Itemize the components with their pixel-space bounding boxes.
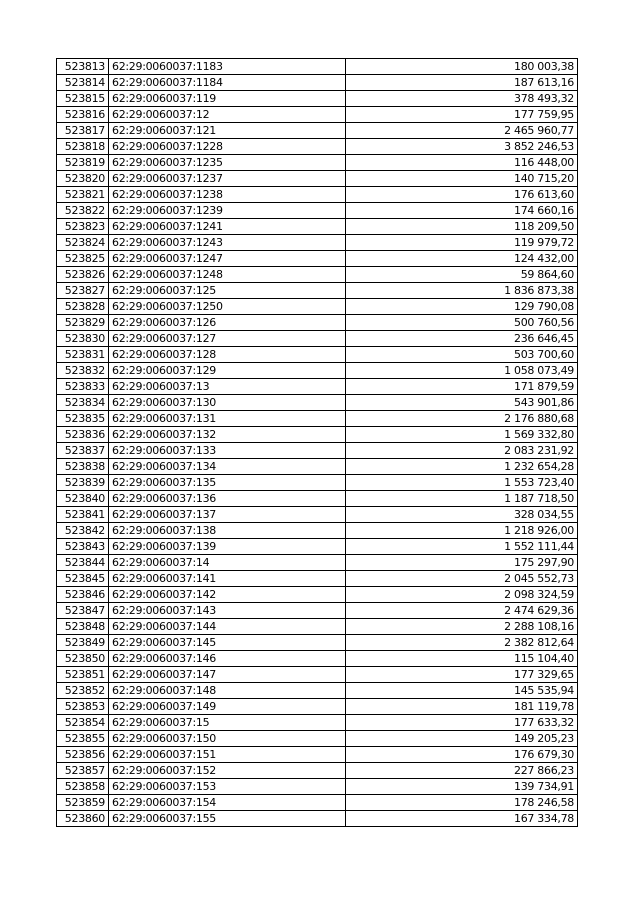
table-row [57, 123, 578, 139]
cadastral-number-cell: 62:29:0060037:126 [109, 315, 346, 331]
cadastral-value-cell: 59 864,60 [346, 267, 578, 283]
row-number-cell: 523847 [57, 603, 109, 619]
row-number-cell: 523858 [57, 779, 109, 795]
cadastral-value-cell: 116 448,00 [346, 155, 578, 171]
cadastral-value-cell: 175 297,90 [346, 555, 578, 571]
cadastral-number-cell: 62:29:0060037:1250 [109, 299, 346, 315]
cadastral-value-cell: 227 866,23 [346, 763, 578, 779]
row-number-cell: 523815 [57, 91, 109, 107]
table-row [57, 155, 578, 171]
row-number-cell: 523816 [57, 107, 109, 123]
cadastral-value-cell: 176 613,60 [346, 187, 578, 203]
cadastral-number-cell: 62:29:0060037:134 [109, 459, 346, 475]
table-row [57, 763, 578, 779]
table-row [57, 411, 578, 427]
row-number-cell: 523826 [57, 267, 109, 283]
cadastral-value-cell: 503 700,60 [346, 347, 578, 363]
cadastral-value-cell: 2 098 324,59 [346, 587, 578, 603]
cadastral-number-cell: 62:29:0060037:148 [109, 683, 346, 699]
cadastral-value-cell: 178 246,58 [346, 795, 578, 811]
table-row [57, 363, 578, 379]
cadastral-value-cell: 2 083 231,92 [346, 443, 578, 459]
row-number-cell: 523819 [57, 155, 109, 171]
cadastral-number-cell: 62:29:0060037:1239 [109, 203, 346, 219]
row-number-cell: 523813 [57, 59, 109, 75]
cadastral-value-cell: 174 660,16 [346, 203, 578, 219]
table-row [57, 667, 578, 683]
cadastral-number-cell: 62:29:0060037:1237 [109, 171, 346, 187]
table-row [57, 203, 578, 219]
cadastral-number-cell: 62:29:0060037:130 [109, 395, 346, 411]
row-number-cell: 523860 [57, 811, 109, 827]
cadastral-value-cell: 378 493,32 [346, 91, 578, 107]
cadastral-value-cell: 2 474 629,36 [346, 603, 578, 619]
cadastral-number-cell: 62:29:0060037:1183 [109, 59, 346, 75]
row-number-cell: 523817 [57, 123, 109, 139]
cadastral-value-cell: 115 104,40 [346, 651, 578, 667]
table-row [57, 459, 578, 475]
table-row [57, 331, 578, 347]
row-number-cell: 523848 [57, 619, 109, 635]
cadastral-value-cell: 1 552 111,44 [346, 539, 578, 555]
cadastral-number-cell: 62:29:0060037:1238 [109, 187, 346, 203]
row-number-cell: 523840 [57, 491, 109, 507]
row-number-cell: 523859 [57, 795, 109, 811]
cadastral-value-cell: 2 045 552,73 [346, 571, 578, 587]
row-number-cell: 523835 [57, 411, 109, 427]
cadastral-number-cell: 62:29:0060037:142 [109, 587, 346, 603]
table-row [57, 219, 578, 235]
row-number-cell: 523824 [57, 235, 109, 251]
table-row [57, 699, 578, 715]
row-number-cell: 523844 [57, 555, 109, 571]
row-number-cell: 523846 [57, 587, 109, 603]
row-number-cell: 523845 [57, 571, 109, 587]
table-row [57, 347, 578, 363]
table-row [57, 299, 578, 315]
cadastral-value-cell: 1 836 873,38 [346, 283, 578, 299]
cadastral-number-cell: 62:29:0060037:14 [109, 555, 346, 571]
row-number-cell: 523849 [57, 635, 109, 651]
cadastral-number-cell: 62:29:0060037:135 [109, 475, 346, 491]
row-number-cell: 523842 [57, 523, 109, 539]
cadastral-number-cell: 62:29:0060037:153 [109, 779, 346, 795]
table-row [57, 507, 578, 523]
cadastral-value-cell: 2 288 108,16 [346, 619, 578, 635]
cadastral-number-cell: 62:29:0060037:143 [109, 603, 346, 619]
cadastral-value-cell: 543 901,86 [346, 395, 578, 411]
cadastral-value-cell: 1 187 718,50 [346, 491, 578, 507]
cadastral-number-cell: 62:29:0060037:133 [109, 443, 346, 459]
cadastral-number-cell: 62:29:0060037:128 [109, 347, 346, 363]
cadastral-number-cell: 62:29:0060037:145 [109, 635, 346, 651]
row-number-cell: 523850 [57, 651, 109, 667]
row-number-cell: 523821 [57, 187, 109, 203]
row-number-cell: 523820 [57, 171, 109, 187]
cadastral-number-cell: 62:29:0060037:152 [109, 763, 346, 779]
cadastral-number-cell: 62:29:0060037:131 [109, 411, 346, 427]
cadastral-value-cell: 139 734,91 [346, 779, 578, 795]
table-row [57, 91, 578, 107]
row-number-cell: 523829 [57, 315, 109, 331]
row-number-cell: 523833 [57, 379, 109, 395]
cadastral-value-cell: 2 465 960,77 [346, 123, 578, 139]
row-number-cell: 523836 [57, 427, 109, 443]
table-row [57, 747, 578, 763]
cadastral-value-cell: 177 633,32 [346, 715, 578, 731]
row-number-cell: 523827 [57, 283, 109, 299]
table-row [57, 187, 578, 203]
cadastral-number-cell: 62:29:0060037:1228 [109, 139, 346, 155]
table-row [57, 251, 578, 267]
cadastral-number-cell: 62:29:0060037:1235 [109, 155, 346, 171]
cadastral-number-cell: 62:29:0060037:15 [109, 715, 346, 731]
table-row [57, 539, 578, 555]
cadastral-value-cell: 187 613,16 [346, 75, 578, 91]
cadastral-number-cell: 62:29:0060037:119 [109, 91, 346, 107]
row-number-cell: 523855 [57, 731, 109, 747]
cadastral-value-cell: 181 119,78 [346, 699, 578, 715]
table-row [57, 779, 578, 795]
table-row [57, 379, 578, 395]
table-row [57, 619, 578, 635]
cadastral-value-cell: 1 218 926,00 [346, 523, 578, 539]
cadastral-number-cell: 62:29:0060037:150 [109, 731, 346, 747]
cadastral-number-cell: 62:29:0060037:1248 [109, 267, 346, 283]
table-row [57, 171, 578, 187]
cadastral-number-cell: 62:29:0060037:139 [109, 539, 346, 555]
table-row [57, 523, 578, 539]
cadastral-number-cell: 62:29:0060037:1241 [109, 219, 346, 235]
cadastral-number-cell: 62:29:0060037:141 [109, 571, 346, 587]
table-row [57, 603, 578, 619]
row-number-cell: 523832 [57, 363, 109, 379]
table-row [57, 571, 578, 587]
row-number-cell: 523839 [57, 475, 109, 491]
cadastral-value-cell: 140 715,20 [346, 171, 578, 187]
cadastral-value-cell: 118 209,50 [346, 219, 578, 235]
cadastral-number-cell: 62:29:0060037:136 [109, 491, 346, 507]
table-row [57, 395, 578, 411]
table-row [57, 811, 578, 827]
cadastral-value-cell: 176 679,30 [346, 747, 578, 763]
cadastral-number-cell: 62:29:0060037:147 [109, 667, 346, 683]
table-row [57, 491, 578, 507]
row-number-cell: 523852 [57, 683, 109, 699]
cadastral-value-table [56, 58, 578, 827]
cadastral-number-cell: 62:29:0060037:1247 [109, 251, 346, 267]
table-row [57, 267, 578, 283]
row-number-cell: 523857 [57, 763, 109, 779]
cadastral-number-cell: 62:29:0060037:1243 [109, 235, 346, 251]
row-number-cell: 523828 [57, 299, 109, 315]
cadastral-value-cell: 171 879,59 [346, 379, 578, 395]
row-number-cell: 523830 [57, 331, 109, 347]
row-number-cell: 523838 [57, 459, 109, 475]
table-row [57, 443, 578, 459]
cadastral-number-cell: 62:29:0060037:1184 [109, 75, 346, 91]
cadastral-value-cell: 177 759,95 [346, 107, 578, 123]
cadastral-value-cell: 2 382 812,64 [346, 635, 578, 651]
cadastral-number-cell: 62:29:0060037:121 [109, 123, 346, 139]
row-number-cell: 523837 [57, 443, 109, 459]
cadastral-number-cell: 62:29:0060037:154 [109, 795, 346, 811]
cadastral-value-cell: 328 034,55 [346, 507, 578, 523]
cadastral-number-cell: 62:29:0060037:127 [109, 331, 346, 347]
cadastral-number-cell: 62:29:0060037:144 [109, 619, 346, 635]
row-number-cell: 523823 [57, 219, 109, 235]
cadastral-value-cell: 1 058 073,49 [346, 363, 578, 379]
cadastral-number-cell: 62:29:0060037:151 [109, 747, 346, 763]
cadastral-number-cell: 62:29:0060037:13 [109, 379, 346, 395]
cadastral-number-cell: 62:29:0060037:125 [109, 283, 346, 299]
row-number-cell: 523856 [57, 747, 109, 763]
cadastral-number-cell: 62:29:0060037:129 [109, 363, 346, 379]
table-row [57, 651, 578, 667]
table-row [57, 59, 578, 75]
row-number-cell: 523843 [57, 539, 109, 555]
cadastral-value-cell: 149 205,23 [346, 731, 578, 747]
table-row [57, 315, 578, 331]
cadastral-value-cell: 1 569 332,80 [346, 427, 578, 443]
cadastral-number-cell: 62:29:0060037:138 [109, 523, 346, 539]
row-number-cell: 523834 [57, 395, 109, 411]
cadastral-value-cell: 145 535,94 [346, 683, 578, 699]
table-row [57, 795, 578, 811]
table-row [57, 683, 578, 699]
table-body [57, 59, 578, 827]
cadastral-number-cell: 62:29:0060037:12 [109, 107, 346, 123]
cadastral-value-cell: 1 232 654,28 [346, 459, 578, 475]
row-number-cell: 523818 [57, 139, 109, 155]
row-number-cell: 523851 [57, 667, 109, 683]
cadastral-value-cell: 119 979,72 [346, 235, 578, 251]
table-row [57, 475, 578, 491]
row-number-cell: 523831 [57, 347, 109, 363]
cadastral-value-cell: 177 329,65 [346, 667, 578, 683]
row-number-cell: 523841 [57, 507, 109, 523]
cadastral-value-cell: 500 760,56 [346, 315, 578, 331]
cadastral-value-cell: 3 852 246,53 [346, 139, 578, 155]
cadastral-value-cell: 1 553 723,40 [346, 475, 578, 491]
table-row [57, 283, 578, 299]
cadastral-value-cell: 236 646,45 [346, 331, 578, 347]
table-row [57, 731, 578, 747]
table-row [57, 587, 578, 603]
table-row [57, 75, 578, 91]
cadastral-number-cell: 62:29:0060037:132 [109, 427, 346, 443]
cadastral-value-cell: 124 432,00 [346, 251, 578, 267]
cadastral-value-cell: 167 334,78 [346, 811, 578, 827]
cadastral-value-cell: 2 176 880,68 [346, 411, 578, 427]
table-row [57, 427, 578, 443]
table-row [57, 107, 578, 123]
table-row [57, 555, 578, 571]
cadastral-value-cell: 180 003,38 [346, 59, 578, 75]
cadastral-number-cell: 62:29:0060037:146 [109, 651, 346, 667]
row-number-cell: 523854 [57, 715, 109, 731]
row-number-cell: 523822 [57, 203, 109, 219]
cadastral-number-cell: 62:29:0060037:155 [109, 811, 346, 827]
cadastral-value-cell: 129 790,08 [346, 299, 578, 315]
row-number-cell: 523814 [57, 75, 109, 91]
table-row [57, 715, 578, 731]
row-number-cell: 523825 [57, 251, 109, 267]
table-row [57, 139, 578, 155]
table-row [57, 235, 578, 251]
cadastral-number-cell: 62:29:0060037:149 [109, 699, 346, 715]
row-number-cell: 523853 [57, 699, 109, 715]
cadastral-number-cell: 62:29:0060037:137 [109, 507, 346, 523]
table-row [57, 635, 578, 651]
